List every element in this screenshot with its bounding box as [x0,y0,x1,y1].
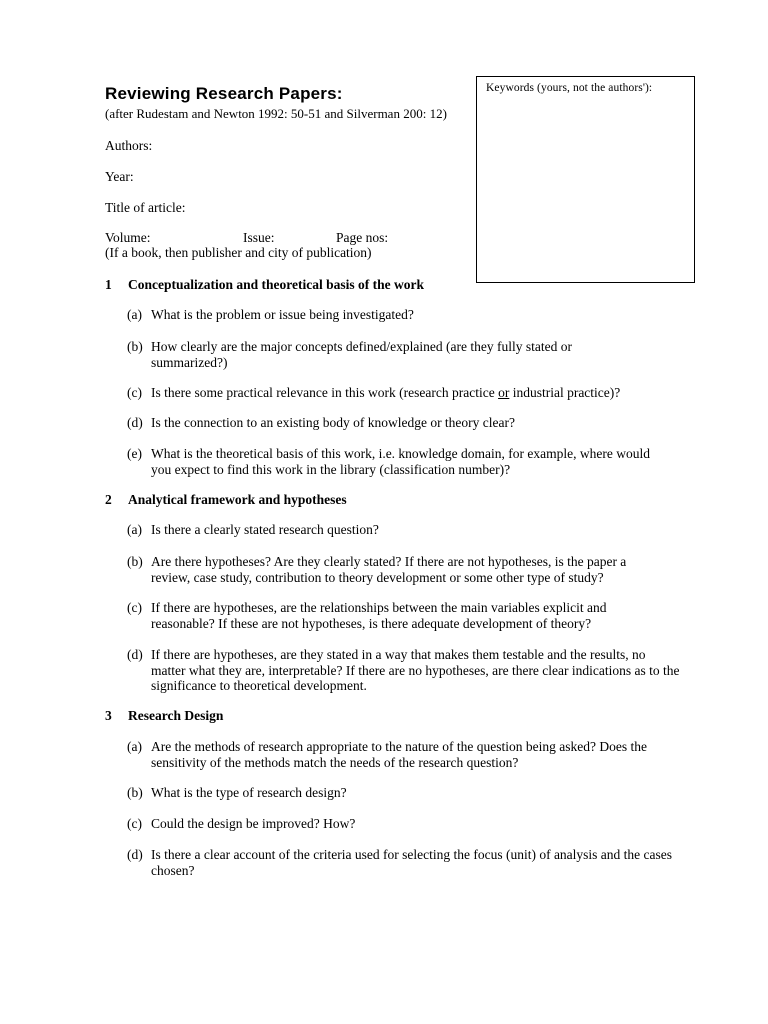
question-2a [127,522,687,538]
question-2c [127,600,687,631]
section-2-heading [105,492,705,510]
question-text: Is there a clearly stated research question? [151,522,379,537]
question-letter: (a) [127,522,142,537]
question-3a [127,739,687,770]
question-text: Is there a clear account of the criteria used for selecting the focus (unit) of analysis and the cases chosen? [151,847,673,878]
question-letter: (a) [127,307,142,322]
question-letter: (c) [127,600,142,615]
keywords-label: Keywords (yours, not the authors'): [486,82,653,94]
section-3-heading [105,708,705,726]
section-title: Analytical framework and hypotheses [128,492,347,507]
question-text [151,385,687,401]
question-3b [127,785,687,801]
question-1c [127,385,687,401]
question-3c [127,816,687,832]
question-letter: (b) [127,785,143,800]
question-2b [127,554,687,585]
authors-field: Authors: [105,138,153,153]
section-number: 1 [105,277,112,292]
question-text: Could the design be improved? How? [151,816,356,831]
question-text: Are there hypotheses? Are they clearly stated? If there are not hypotheses, is the paper a review, case study, contribution to theory development or some other type of study? [151,554,627,585]
question-1d [127,415,687,431]
question-letter: (d) [127,847,143,862]
question-text: What is the type of research design? [151,785,347,800]
question-letter: (b) [127,339,143,354]
question-1e [127,446,687,477]
question-text: What is the problem or issue being investigated? [151,307,414,322]
question-text: If there are hypotheses, are the relationships between the main variables explicit and reasonable? If these are not hypotheses, is there adequate development of theory? [151,600,607,631]
question-text: How clearly are the major concepts defined/explained (are they fully stated or summarized?) [151,339,572,370]
question-text: If there are hypotheses, are they stated in a way that makes them testable and the results, no matter what they are, interpretable? If there are no hypotheses, are there clear indications as to the significance to theoretical development. [151,647,680,693]
book-note: (If a book, then publisher and city of publication) [105,245,372,260]
section-number: 3 [105,708,112,723]
section-title: Conceptualization and theoretical basis of the work [128,277,424,292]
question-letter: (d) [127,647,143,662]
question-text-before: Is there some practical relevance in this work (research practice [151,385,499,400]
page-title: Reviewing Research Papers: [105,84,343,103]
volume-field: Volume: [105,230,151,245]
question-letter: (b) [127,554,143,569]
question-letter: (a) [127,739,142,754]
page-nos-field: Page nos: [336,230,389,245]
year-field: Year: [105,169,134,184]
question-text: Are the methods of research appropriate to the nature of the question being asked? Does the sensitivity of the methods match the needs of the research question? [151,739,647,770]
section-1-heading [105,277,705,295]
title-of-article-field: Title of article: [105,200,186,215]
keywords-box[interactable] [476,76,695,283]
issue-field: Issue: [243,230,275,245]
question-1b [127,339,687,370]
underlined-word: or [498,385,510,400]
question-1a [127,307,687,323]
question-letter: (d) [127,415,143,430]
question-2d [127,647,687,694]
question-text: What is the theoretical basis of this work, i.e. knowledge domain, for example, where would you expect to find this work in the library (classification number)? [151,446,650,477]
question-letter: (c) [127,385,142,400]
page-subtitle: (after Rudestam and Newton 1992: 50-51 and Silverman 200: 12) [105,106,447,121]
question-letter: (e) [127,446,142,461]
section-title: Research Design [128,708,224,723]
question-letter: (c) [127,816,142,831]
question-3d [127,847,687,878]
question-text-after: industrial practice)? [509,385,621,400]
question-text: Is the connection to an existing body of knowledge or theory clear? [151,415,516,430]
section-number: 2 [105,492,112,507]
